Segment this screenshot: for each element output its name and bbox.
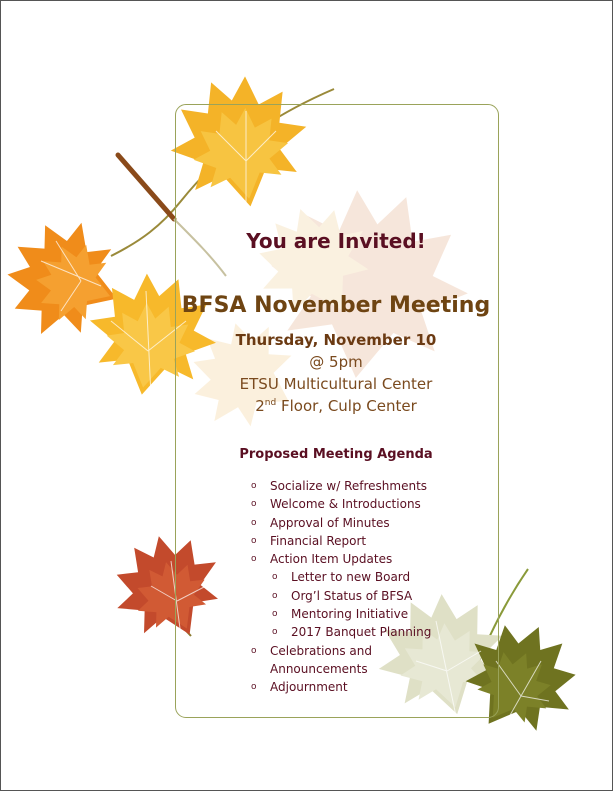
bullet-circle-icon: o <box>251 535 257 546</box>
bullet-circle-icon: o <box>251 554 257 565</box>
agenda-item: o Adjournment <box>251 678 491 696</box>
invitation-heading: You are Invited! <box>246 229 426 253</box>
bullet-circle-icon: o <box>272 590 278 601</box>
agenda-item-continuation: Announcements <box>270 661 368 676</box>
bullet-circle-icon: o <box>272 572 278 583</box>
bullet-circle-icon: o <box>272 609 278 620</box>
meeting-time: @ 5pm <box>309 353 363 371</box>
agenda-list <box>251 477 491 697</box>
bullet-circle-icon: o <box>272 627 278 638</box>
agenda-item: o Welcome & Introductions <box>251 495 491 513</box>
agenda-subitem: o 2017 Banquet Planning <box>251 623 491 641</box>
agenda-subitem: o Org’l Status of BFSA <box>251 587 491 605</box>
floor-suffix: nd <box>264 398 277 408</box>
bullet-circle-icon: o <box>251 481 257 491</box>
bullet-circle-icon: o <box>251 682 257 693</box>
agenda-item: o Celebrations and <box>251 642 491 660</box>
meeting-venue: ETSU Multicultural Center <box>239 375 433 393</box>
floor-number: 2 <box>255 397 265 415</box>
bullet-circle-icon: o <box>251 517 257 528</box>
meeting-floor <box>175 397 497 415</box>
bullet-circle-icon: o <box>251 499 257 510</box>
bullet-circle-icon: o <box>251 645 257 656</box>
agenda-heading: Proposed Meeting Agenda <box>239 447 433 462</box>
agenda-item: o Approval of Minutes <box>251 514 491 532</box>
agenda-subitem: o Letter to new Board <box>251 568 491 586</box>
meeting-date: Thursday, November 10 <box>235 331 437 349</box>
agenda-item: o Financial Report <box>251 532 491 550</box>
agenda-item: o Action Item Updates <box>251 550 491 568</box>
agenda-item: o Socialize w/ Refreshments <box>251 477 491 495</box>
agenda-subitem: o Mentoring Initiative <box>251 605 491 623</box>
floor-location: Floor, Culp Center <box>276 397 417 415</box>
meeting-title: BFSA November Meeting <box>181 293 491 318</box>
